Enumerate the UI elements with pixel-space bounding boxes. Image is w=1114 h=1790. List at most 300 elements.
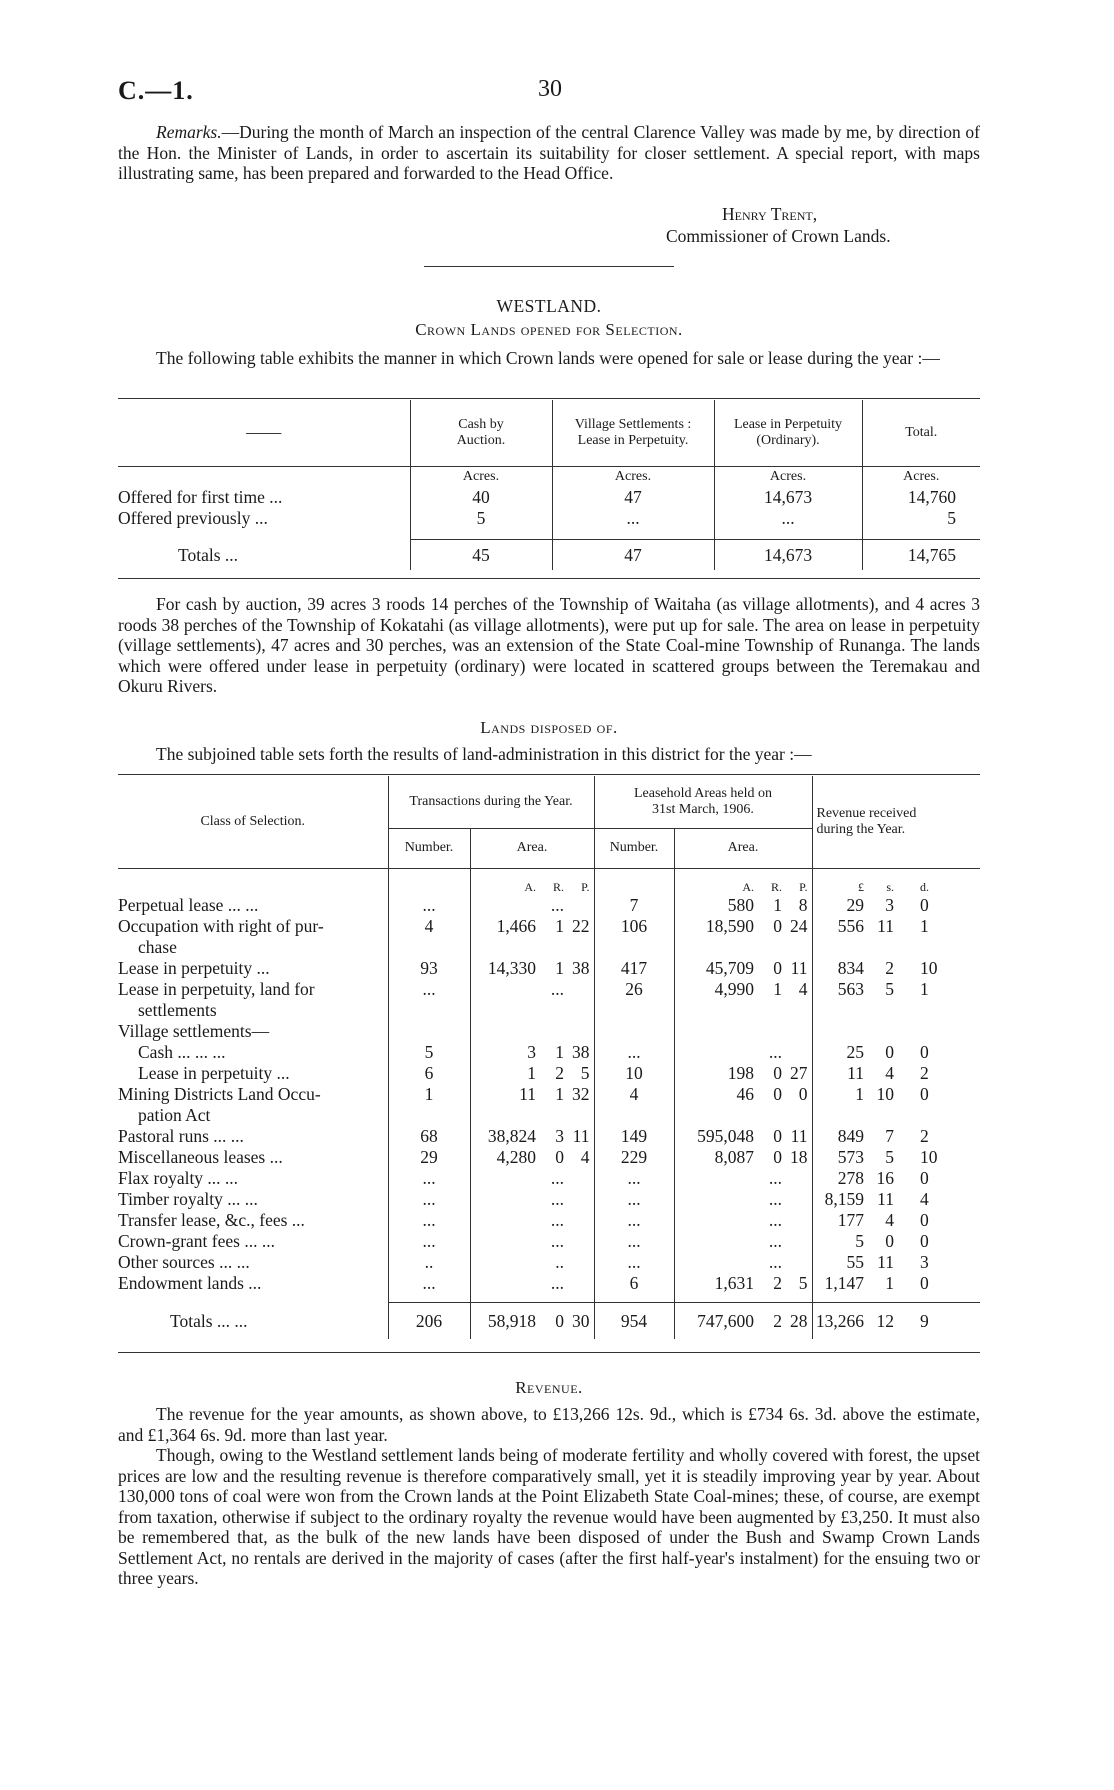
cell: 2 xyxy=(920,1063,929,1083)
cell: 5 xyxy=(812,1231,864,1252)
cell xyxy=(564,1231,594,1252)
cell: 18 xyxy=(790,1147,808,1167)
col-line: (Ordinary). xyxy=(756,432,820,448)
cell xyxy=(674,1168,754,1189)
cell: 4 xyxy=(594,1084,674,1105)
cell: 29 xyxy=(388,1147,470,1168)
cell: 1 xyxy=(773,979,782,999)
cell: 2 xyxy=(555,1063,564,1083)
cell: ... xyxy=(714,508,862,529)
row-label: Transfer lease, &c., fees ... xyxy=(118,1210,305,1230)
cell: 7 xyxy=(594,895,674,916)
row-label: Pastoral runs ... ... xyxy=(118,1126,244,1146)
cell xyxy=(536,1021,564,1042)
cell xyxy=(470,1273,536,1294)
cell: 1 xyxy=(470,1063,536,1084)
cell: ... xyxy=(388,1210,470,1231)
col-line: Cash by xyxy=(458,416,504,432)
cell: 0 xyxy=(773,1126,782,1146)
cell: 5 xyxy=(410,508,552,529)
cell: ... xyxy=(388,895,470,916)
col-line: Lease in Perpetuity xyxy=(733,416,843,432)
cell xyxy=(674,1021,754,1042)
cell: 4 xyxy=(885,1210,894,1230)
cell xyxy=(782,1021,812,1042)
table-row xyxy=(118,916,980,937)
cell: 1,466 xyxy=(470,916,536,937)
cell: 11 xyxy=(877,1252,894,1272)
cell: 5 xyxy=(885,979,894,999)
cell: ... xyxy=(594,1168,674,1189)
cell: 29 xyxy=(812,895,864,916)
table2-totals-row xyxy=(118,1303,980,1339)
cell: ... xyxy=(550,1210,564,1230)
remarks-label: Remarks. xyxy=(156,122,222,142)
table1-top-rule xyxy=(118,398,980,399)
unit-cell: Acres. xyxy=(862,467,980,487)
cell: ... xyxy=(388,1231,470,1252)
cell: 1 xyxy=(555,916,564,936)
totals-label: Totals ... ... xyxy=(170,1310,248,1331)
cell xyxy=(674,1252,754,1273)
cell xyxy=(470,979,536,1000)
lands-disposed-table xyxy=(118,776,980,1339)
cell: ... xyxy=(594,1252,674,1273)
cell: 0 xyxy=(773,1063,782,1083)
cell: 45 xyxy=(410,540,552,570)
cell: 4 xyxy=(388,916,470,937)
cell: 5 xyxy=(798,1273,808,1293)
cell: 14,765 xyxy=(862,540,980,570)
row-label: Lease in perpetuity ... xyxy=(118,958,270,978)
col-line: Village Settlements : xyxy=(574,416,692,432)
cell: 0 xyxy=(885,1231,894,1251)
cell xyxy=(782,1231,812,1252)
cell: 16 xyxy=(876,1168,894,1188)
cell: 4 xyxy=(920,1189,929,1209)
table1-col-cash xyxy=(410,400,552,466)
row-label: Offered for first time ... xyxy=(118,487,283,507)
cell: 0 xyxy=(773,1147,782,1167)
row-label: Miscellaneous leases ... xyxy=(118,1147,283,1167)
cell: 2 xyxy=(885,958,894,978)
cell: 11 xyxy=(572,1126,590,1146)
cell: 55 xyxy=(812,1252,864,1273)
cell: 3 xyxy=(920,1252,929,1272)
cell xyxy=(894,1021,980,1042)
table1-blank-header: —— xyxy=(246,422,282,443)
remarks-text: —During the month of March an inspection of the central Clarence Valley was made by me, by direction of the Hon. the Minister of Lands, in order to ascertain its suitability for closer settlement. A special report, with maps illustrating same, has been prepared and forwarded to the Head Office. xyxy=(118,122,980,183)
revenue-paragraph-2: Though, owing to the Westland settlement lands being of moderate fertility and wholly covered with forest, the upset prices are low and the resulting revenue is therefore comparatively small, yet it is steadily improving year by year. About 130,000 tons of coal were won from the Crown lands at the Point Elizabeth State Coal-mines; these, of course, are exempt from taxation, otherwise if subject to the ordinary royalty the revenue would have been augmented by £3,250. It must also be remembered that, as the bulk of the new lands have been disposed of under the Bush and Swamp Crown Lands Settlement Act, no rentals are derived in the majority of cases (after the first half-year's instalment) for the ensuing two or three years. xyxy=(118,1445,980,1588)
cell: 849 xyxy=(812,1126,864,1147)
cell xyxy=(564,1189,594,1210)
cell: 11 xyxy=(790,1126,808,1146)
cell xyxy=(470,1189,536,1210)
cell: ... xyxy=(768,1231,782,1251)
table2-bottom-rule xyxy=(118,1352,980,1353)
cell: 24 xyxy=(790,916,808,936)
cell xyxy=(564,979,594,1000)
cell: ... xyxy=(552,508,714,529)
disposed-intro: The subjoined table sets forth the results of land-administration in this district for the year :— xyxy=(156,744,812,764)
unit-pence: d. xyxy=(920,880,929,894)
cell: 0 xyxy=(555,1147,564,1167)
header-line: 31st March, 1906. xyxy=(652,801,754,817)
cell: 5 xyxy=(885,1147,894,1167)
cell: 2 xyxy=(773,1310,782,1331)
cell xyxy=(564,1252,594,1273)
row-label: Other sources ... ... xyxy=(118,1252,250,1272)
cell: 5 xyxy=(388,1042,470,1063)
cell xyxy=(782,1210,812,1231)
cell: 2 xyxy=(920,1126,929,1146)
cell: 0 xyxy=(798,1084,808,1104)
cell: 1 xyxy=(555,1042,564,1062)
cell: 149 xyxy=(594,1126,674,1147)
cell: .. xyxy=(555,1252,564,1272)
cell: 8 xyxy=(798,895,808,915)
cell xyxy=(470,895,536,916)
cell xyxy=(564,1273,594,1294)
cell: 0 xyxy=(920,895,929,915)
cell: ... xyxy=(550,1189,564,1209)
cell: 2 xyxy=(773,1273,782,1293)
table-row xyxy=(118,1000,980,1021)
cell: 177 xyxy=(812,1210,864,1231)
cell: 12 xyxy=(876,1310,894,1331)
row-label: Occupation with right of pur- xyxy=(118,916,324,936)
row-label: Lease in perpetuity, land for xyxy=(118,979,315,999)
row-label: Offered previously ... xyxy=(118,508,268,528)
cell: 38,824 xyxy=(470,1126,536,1147)
row-label: Mining Districts Land Occu- xyxy=(118,1084,321,1104)
cell xyxy=(864,1021,894,1042)
cell: 1 xyxy=(920,916,929,936)
revenue-header xyxy=(812,776,980,868)
row-label: settlements xyxy=(138,1000,217,1020)
cell xyxy=(564,1021,594,1042)
cell: 93 xyxy=(388,958,470,979)
unit-shilling: s. xyxy=(886,880,894,894)
sub-number: Number. xyxy=(388,828,470,868)
cell: 10 xyxy=(594,1063,674,1084)
row-label: Village settlements— xyxy=(118,1021,270,1041)
table1-col-village xyxy=(552,400,714,466)
cell xyxy=(674,1189,754,1210)
row-label: pation Act xyxy=(138,1105,211,1125)
page-number: 30 xyxy=(538,76,562,102)
cell: 206 xyxy=(388,1303,470,1339)
row-label: Timber royalty ... ... xyxy=(118,1189,258,1209)
cell: 47 xyxy=(552,487,714,508)
cell: ... xyxy=(388,979,470,1000)
cell: 0 xyxy=(920,1231,929,1251)
cell: ... xyxy=(768,1252,782,1272)
cell: ... xyxy=(550,1168,564,1188)
table-row xyxy=(118,1126,980,1147)
cell: 11 xyxy=(877,916,894,936)
disposed-title: Lands disposed of. xyxy=(480,718,618,737)
table-row xyxy=(118,895,980,916)
cell: ... xyxy=(550,895,564,915)
cell: 0 xyxy=(555,1310,564,1331)
unit-pound: £ xyxy=(812,869,864,895)
cell: 3 xyxy=(885,895,894,915)
table-row xyxy=(118,1063,980,1084)
cell xyxy=(782,1168,812,1189)
remarks-paragraph xyxy=(118,122,980,184)
units-row xyxy=(118,869,980,895)
cell: 954 xyxy=(594,1303,674,1339)
table-row xyxy=(118,1252,980,1273)
cell: ... xyxy=(550,1231,564,1251)
cell: 1 xyxy=(555,1084,564,1104)
cell: 14,673 xyxy=(714,540,862,570)
cell: ... xyxy=(594,1189,674,1210)
table-row xyxy=(118,1147,980,1168)
table-row xyxy=(118,487,980,508)
cell xyxy=(674,1210,754,1231)
cell: ... xyxy=(550,979,564,999)
cell: 0 xyxy=(773,916,782,936)
cell: 11 xyxy=(812,1063,864,1084)
cell: 1 xyxy=(885,1273,894,1293)
cell: 22 xyxy=(572,916,590,936)
totals-label: Totals ... xyxy=(178,544,239,565)
table-row xyxy=(118,1168,980,1189)
table-row xyxy=(118,508,980,529)
cell: 5 xyxy=(862,508,980,529)
leasehold-header xyxy=(594,776,812,828)
unit-cell: Acres. xyxy=(714,467,862,487)
table-row xyxy=(118,1231,980,1252)
cell: 10 xyxy=(920,1147,938,1167)
cell: 0 xyxy=(920,1210,929,1230)
cell: 7 xyxy=(885,1126,894,1146)
cell xyxy=(564,895,594,916)
cell: 4 xyxy=(580,1147,590,1167)
col-line: Auction. xyxy=(456,432,506,448)
cell: ... xyxy=(768,1210,782,1230)
table-row xyxy=(118,1021,980,1042)
table-row xyxy=(118,979,980,1000)
cell xyxy=(674,1042,754,1063)
cell: ... xyxy=(768,1168,782,1188)
row-label: Crown-grant fees ... ... xyxy=(118,1231,275,1251)
cell: 14,673 xyxy=(714,487,862,508)
cell: 747,600 xyxy=(674,1303,754,1339)
table2-body xyxy=(118,895,980,1294)
row-label: Lease in perpetuity ... xyxy=(138,1063,290,1083)
westland-title: WESTLAND. xyxy=(496,296,602,316)
cell: 1 xyxy=(920,979,929,999)
cell: 6 xyxy=(388,1063,470,1084)
row-label: chase xyxy=(138,937,177,957)
cell: 9 xyxy=(920,1310,929,1331)
cell: 14,760 xyxy=(862,487,980,508)
cell: 1,631 xyxy=(674,1273,754,1294)
header-line: during the Year. xyxy=(816,821,906,837)
cell: 4 xyxy=(798,979,808,999)
cell: 46 xyxy=(674,1084,754,1105)
cell xyxy=(782,1252,812,1273)
header-line: Revenue received xyxy=(816,805,917,821)
cell: 11 xyxy=(790,958,808,978)
westland-subtitle: Crown Lands opened for Selection. xyxy=(415,320,683,339)
cell: 3 xyxy=(555,1126,564,1146)
cell xyxy=(782,1189,812,1210)
cell: 580 xyxy=(674,895,754,916)
cell xyxy=(388,1021,470,1042)
cell: 18,590 xyxy=(674,916,754,937)
table1-col-total: Total. xyxy=(862,400,980,466)
cell xyxy=(564,1168,594,1189)
table-row xyxy=(118,1273,980,1294)
cell xyxy=(564,1210,594,1231)
cell: ... xyxy=(550,1273,564,1293)
table-row xyxy=(118,1084,980,1105)
cell: 10 xyxy=(876,1084,894,1104)
cell xyxy=(470,1021,536,1042)
cell: 0 xyxy=(920,1042,929,1062)
header-line: Leasehold Areas held on xyxy=(633,785,772,801)
cell: 28 xyxy=(790,1310,808,1331)
cell: 4 xyxy=(885,1063,894,1083)
cell: 1 xyxy=(773,895,782,915)
cell: 595,048 xyxy=(674,1126,754,1147)
westland-intro: The following table exhibits the manner in which Crown lands were opened for sale or lease during the year :— xyxy=(156,348,940,368)
cell: 573 xyxy=(812,1147,864,1168)
transactions-header: Transactions during the Year. xyxy=(388,776,594,828)
cell: ... xyxy=(594,1231,674,1252)
unit-p: P. xyxy=(799,880,808,894)
table1-units-row xyxy=(118,467,980,487)
cell: ... xyxy=(388,1168,470,1189)
cell: 27 xyxy=(790,1063,808,1083)
unit-r: R. xyxy=(770,880,782,894)
table-row xyxy=(118,937,980,958)
cell: 1 xyxy=(812,1084,864,1105)
cell: 32 xyxy=(572,1084,590,1104)
sub-number: Number. xyxy=(594,828,674,868)
cell: 0 xyxy=(885,1042,894,1062)
cell: 26 xyxy=(594,979,674,1000)
section-divider xyxy=(424,266,674,267)
row-label: Flax royalty ... ... xyxy=(118,1168,239,1188)
cell xyxy=(470,1168,536,1189)
table-row xyxy=(118,1189,980,1210)
cell xyxy=(594,1021,674,1042)
row-label: Endowment lands ... xyxy=(118,1273,262,1293)
cell: ... xyxy=(388,1273,470,1294)
cell: 198 xyxy=(674,1063,754,1084)
unit-cell: Acres. xyxy=(410,467,552,487)
table1-col-lease xyxy=(714,400,862,466)
table1-totals-row xyxy=(118,540,980,570)
cell: 38 xyxy=(572,958,590,978)
westland-paragraph: For cash by auction, 39 acres 3 roods 14 perches of the Township of Waitaha (as village allotments), and 4 acres 3 roods 38 perches of the Township of Kokatahi (as village allotments), were put up for sale. The area on lease in perpetuity (village settlements), 47 acres and 30 perches, was an extension of the State Coal-mine Township of Runanga. The lands which were offered under lease in perpetuity (ordinary) were located in scattered groups between the Teremakau and Okuru Rivers. xyxy=(118,594,980,696)
revenue-title: Revenue. xyxy=(515,1378,583,1397)
cell xyxy=(470,1210,536,1231)
col-line: Lease in Perpetuity. xyxy=(577,432,689,448)
table-row xyxy=(118,1042,980,1063)
cell: 1 xyxy=(388,1084,470,1105)
cell: ... xyxy=(594,1210,674,1231)
cell: 11 xyxy=(877,1189,894,1209)
unit-a: A. xyxy=(674,869,754,895)
cell: 40 xyxy=(410,487,552,508)
cell: 563 xyxy=(812,979,864,1000)
cell: 417 xyxy=(594,958,674,979)
cell: 834 xyxy=(812,958,864,979)
cell: 8,159 xyxy=(812,1189,864,1210)
cell: 47 xyxy=(552,540,714,570)
cell: 3 xyxy=(470,1042,536,1063)
sub-area: Area. xyxy=(470,828,594,868)
table-row xyxy=(118,958,980,979)
unit-cell: Acres. xyxy=(552,467,714,487)
row-label: Cash ... ... ... xyxy=(138,1042,226,1062)
cell xyxy=(812,1021,864,1042)
cell: 1,147 xyxy=(812,1273,864,1294)
unit-a: A. xyxy=(470,869,536,895)
cell: 30 xyxy=(572,1310,590,1331)
cell: 58,918 xyxy=(470,1303,536,1339)
signer-name: Henry Trent, xyxy=(722,204,818,224)
cell: 4,280 xyxy=(470,1147,536,1168)
cell xyxy=(470,1231,536,1252)
cell: 5 xyxy=(580,1063,590,1083)
cell: 229 xyxy=(594,1147,674,1168)
revenue-paragraph-1: The revenue for the year amounts, as shown above, to £13,266 12s. 9d., which is £734 6s. 3d. above the estimate, and £1,364 6s. 9d. more than last year. xyxy=(118,1404,980,1445)
table1-bottom-rule xyxy=(118,578,980,579)
cell: 0 xyxy=(920,1084,929,1104)
lands-opened-table xyxy=(118,400,980,570)
cell: 25 xyxy=(812,1042,864,1063)
cell: 13,266 xyxy=(812,1303,864,1339)
cell: 1 xyxy=(555,958,564,978)
cell: 278 xyxy=(812,1168,864,1189)
cell xyxy=(782,1042,812,1063)
sub-area: Area. xyxy=(674,828,812,868)
table2-header-row xyxy=(118,776,980,828)
cell: ... xyxy=(768,1042,782,1062)
signer-title: Commissioner of Crown Lands. xyxy=(666,226,891,246)
cell: ... xyxy=(388,1189,470,1210)
cell xyxy=(470,1252,536,1273)
cell xyxy=(754,1021,782,1042)
cell: 556 xyxy=(812,916,864,937)
table2-top-rule xyxy=(118,774,980,775)
row-label: Perpetual lease ... ... xyxy=(118,895,259,915)
table1-header-row xyxy=(118,400,980,466)
cell: 10 xyxy=(920,958,938,978)
cell: 4,990 xyxy=(674,979,754,1000)
cell: 0 xyxy=(773,958,782,978)
cell: 8,087 xyxy=(674,1147,754,1168)
cell: 0 xyxy=(920,1273,929,1293)
cell: 0 xyxy=(773,1084,782,1104)
class-header: Class of Selection. xyxy=(200,813,306,829)
cell: 45,709 xyxy=(674,958,754,979)
cell: 68 xyxy=(388,1126,470,1147)
cell: 106 xyxy=(594,916,674,937)
cell: 38 xyxy=(572,1042,590,1062)
document-code: C.—1. xyxy=(118,76,194,105)
table-row xyxy=(118,1210,980,1231)
cell: .. xyxy=(388,1252,470,1273)
cell: 0 xyxy=(920,1168,929,1188)
